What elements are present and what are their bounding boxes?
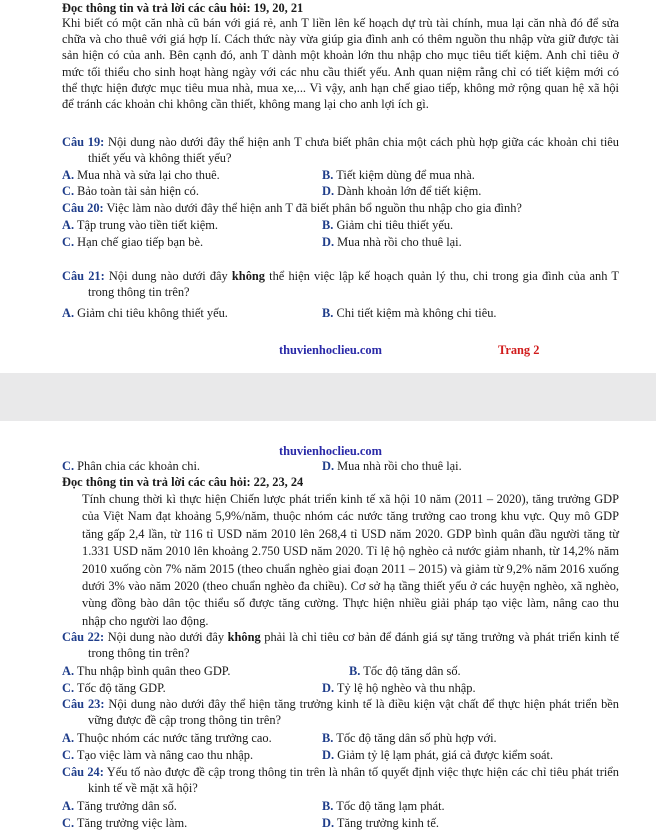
answer-option-d[interactable]: D. Tỷ lệ hộ nghèo và thu nhập. <box>322 681 476 695</box>
answer-row <box>62 663 622 679</box>
answer-option-b[interactable]: B. Tốc độ tăng lạm phát. <box>322 799 445 813</box>
answer-row <box>62 305 622 321</box>
passage-paragraph: Khi biết có một căn nhà cũ bán với giá rẻ, anh T liền lên kế hoạch dự trù tài chính, mua lại căn nhà đó để sửa chữa và cho thuê với giá hợp lí. Cách thức này vừa giúp gia đình anh có thêm nguồn thu nhập vừa giữ được tài sản hiện có của anh. Bên cạnh đó, anh T dành một khoản lớn thu nhập cho mục tiêu tiết kiệm. Anh chỉ tiêu ở mức tối thiểu cho sinh hoạt hàng ngày với các nhu cầu thiết yếu. Anh quan niệm rằng chỉ có tiết kiệm mới có thể thực hiện được mục tiêu mua nhà, mua xe,... Vì vậy, anh hạn chế giao tiếp, không mở rộng quan hệ xã hội để tránh các khoản chi không cần thiết, không mang lại cho anh lợi ích gì. <box>62 16 619 112</box>
question-22 <box>62 629 619 661</box>
answer-option-c[interactable]: C. Phân chia các khoản chi. <box>62 459 200 473</box>
question-number: Câu 20: <box>62 201 104 215</box>
question-24 <box>62 764 619 796</box>
answer-option-a[interactable]: A. Thu nhập bình quân theo GDP. <box>62 664 231 678</box>
question-text: Nội dung nào dưới đây thể hiện tăng trưởng kinh tế là điều kiện vật chất để thực hiện phát triển bền vững được đề cập trong thông tin trên? <box>88 697 619 728</box>
answer-option-d[interactable]: D. Mua nhà rồi cho thuê lại. <box>322 459 462 473</box>
page-separator <box>0 373 656 421</box>
question-19 <box>62 134 619 166</box>
answer-option-b[interactable]: B. Tốc độ tăng dân số phù hợp với. <box>322 731 497 745</box>
question-text: Nội dung nào dưới đây <box>107 630 225 644</box>
answer-option-a[interactable]: A. Tập trung vào tiền tiết kiệm. <box>62 218 218 232</box>
answer-row <box>62 167 622 183</box>
answer-option-c[interactable]: C. Tốc độ tăng GDP. <box>62 681 166 695</box>
answer-row <box>62 458 622 474</box>
answer-option-a[interactable]: A. Tăng trưởng dân số. <box>62 799 177 813</box>
answer-option-c[interactable]: C. Bảo toàn tài sản hiện có. <box>62 184 199 198</box>
question-number: Câu 19: <box>62 135 105 149</box>
answer-row <box>62 217 622 233</box>
document-page-2 <box>0 421 656 832</box>
answer-row <box>62 234 622 250</box>
section-heading: Đọc thông tin và trả lời các câu hỏi: 22, 23, 24 <box>62 475 304 489</box>
answer-option-c[interactable]: C. Tăng trưởng việc làm. <box>62 816 188 830</box>
question-number: Câu 23: <box>62 697 105 711</box>
question-23 <box>62 696 619 728</box>
answer-option-c[interactable]: C. Tạo việc làm và nâng cao thu nhập. <box>62 748 254 762</box>
answer-row <box>62 183 622 199</box>
answer-option-c[interactable]: C. Hạn chế giao tiếp bạn bè. <box>62 235 204 249</box>
answer-row <box>62 680 622 696</box>
answer-option-b[interactable]: B. Tiết kiệm dùng để mua nhà. <box>322 168 475 182</box>
section-heading: Đọc thông tin và trả lời các câu hỏi: 19, 20, 21 <box>62 1 304 15</box>
answer-option-d[interactable]: D. Tăng trưởng kinh tế. <box>322 816 439 830</box>
question-text: Nội dung nào dưới đây thể hiện anh T chưa biết phân chia một cách phù hợp giữa các khoản chi tiêu thiết yếu và không thiết yếu? <box>88 135 619 166</box>
answer-option-b[interactable]: B. Giảm chi tiêu thiết yếu. <box>322 218 454 232</box>
answer-option-b[interactable]: B. Chi tiết kiệm mà không chi tiêu. <box>322 306 497 320</box>
question-text-emphasis: không <box>227 630 261 644</box>
footer-page-number: Trang 2 <box>498 343 540 357</box>
passage-paragraph: Tính chung thời kì thực hiện Chiến lược phát triển kinh tế xã hội 10 năm (2011 – 2020), tăng trưởng GDP của Việt Nam đạt khoảng 5,9%/năm, thuộc nhóm các nước tăng trưởng cao trong khu vực. Quy mô GDP tăng gấp 2,4 lần, từ 116 tỉ USD năm 2010 lên 268,4 tỉ USD năm 2020. GDP bình quân đầu người tăng từ 1.331 USD năm 2010 lên khoảng 2.750 USD năm 2020. Tỉ lệ hộ nghèo cả nước giảm nhanh, từ 14,2% năm 2010 xuống còn 7% năm 2015 (theo chuẩn nghèo giai đoạn 2011 – 2015) và giảm từ 9,2% năm 2016 xuống dưới 3% vào năm 2020 (theo chuẩn nghèo đa chiều). Cơ sở hạ tầng thiết yếu ở các huyện nghèo, xã nghèo, vùng đồng bào dân tộc thiểu số được tăng cường. Thực hiện nhiều giải pháp tạo việc làm, nâng cao thu nhập cho người lao động. <box>82 492 619 628</box>
answer-option-d[interactable]: D. Giảm tỷ lệ lạm phát, giá cả được kiểm soát. <box>322 748 554 762</box>
question-21 <box>62 268 619 300</box>
answer-row <box>62 815 622 831</box>
question-text: Yếu tố nào được đề cập trong thông tin trên là nhân tố quyết định việc thực hiện các chỉ tiêu phát triển kinh tế về mặt xã hội? <box>88 765 620 796</box>
answer-option-b[interactable]: B. Tốc độ tăng dân số. <box>349 664 461 678</box>
answer-row <box>62 747 622 763</box>
question-number: Câu 24: <box>62 765 104 779</box>
document-page-1 <box>0 0 656 373</box>
question-number: Câu 21: <box>62 269 105 283</box>
footer-site-link[interactable]: thuvienhoclieu.com <box>279 343 382 357</box>
answer-option-a[interactable]: A. Giảm chi tiêu không thiết yếu. <box>62 306 228 320</box>
answer-option-d[interactable]: D. Mua nhà rồi cho thuê lại. <box>322 235 462 249</box>
question-text: Nội dung nào dưới đây <box>108 269 228 283</box>
question-text: thể hiện việc lập kế hoạch quản lý thu, chi trong gia đình của anh T trong thông tin trên? <box>88 269 619 300</box>
question-text: Việc làm nào dưới đây thể hiện anh T đã biết phân bổ nguồn thu nhập cho gia đình? <box>106 201 522 215</box>
question-number: Câu 22: <box>62 630 105 644</box>
answer-option-d[interactable]: D. Dành khoản lớn để tiết kiệm. <box>322 184 482 198</box>
question-text: phải là chỉ tiêu cơ bản để đánh giá sự tăng trưởng và phát triển kinh tế trong thông tin trên? <box>88 630 619 661</box>
question-text-emphasis: không <box>231 269 265 283</box>
answer-row <box>62 798 622 814</box>
header-site-link[interactable]: thuvienhoclieu.com <box>279 444 382 458</box>
answer-option-a[interactable]: A. Mua nhà và sửa lại cho thuê. <box>62 168 220 182</box>
answer-option-a[interactable]: A. Thuộc nhóm các nước tăng trưởng cao. <box>62 731 272 745</box>
question-20 <box>62 200 619 216</box>
answer-row <box>62 730 622 746</box>
